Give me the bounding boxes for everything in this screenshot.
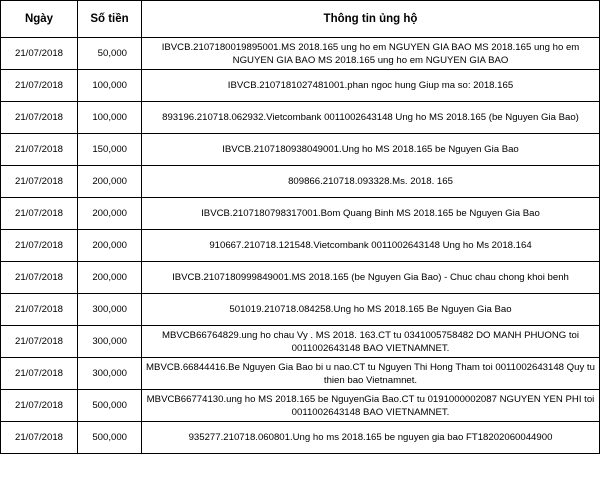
cell-amount: 150,000 [78, 134, 142, 166]
cell-date: 21/07/2018 [1, 262, 78, 294]
cell-amount: 200,000 [78, 230, 142, 262]
header-info: Thông tin ủng hộ [142, 1, 600, 38]
cell-date: 21/07/2018 [1, 230, 78, 262]
cell-amount: 300,000 [78, 358, 142, 390]
cell-amount: 200,000 [78, 166, 142, 198]
table-row [1, 262, 600, 294]
table-row [1, 230, 600, 262]
cell-info: IBVCB.2107180938049001.Ung ho MS 2018.165 be Nguyen Gia Bao [142, 134, 600, 166]
table-row [1, 326, 600, 358]
cell-info: IBVCB.2107180999849001.MS 2018.165 (be Nguyen Gia Bao) - Chuc chau chong khoi benh [142, 262, 600, 294]
cell-info: IBVCB.2107180798317001.Bom Quang Binh MS 2018.165 be Nguyen Gia Bao [142, 198, 600, 230]
cell-amount: 50,000 [78, 38, 142, 70]
header-date: Ngày [1, 1, 78, 38]
cell-info: 893196.210718.062932.Vietcombank 0011002643148 Ung ho MS 2018.165 (be Nguyen Gia Bao) [142, 102, 600, 134]
cell-amount: 200,000 [78, 198, 142, 230]
header-row [1, 1, 600, 38]
cell-date: 21/07/2018 [1, 70, 78, 102]
cell-amount: 200,000 [78, 262, 142, 294]
table-row [1, 102, 600, 134]
table-row [1, 422, 600, 454]
cell-date: 21/07/2018 [1, 294, 78, 326]
cell-date: 21/07/2018 [1, 422, 78, 454]
cell-date: 21/07/2018 [1, 198, 78, 230]
cell-info: 935277.210718.060801.Ung ho ms 2018.165 be nguyen gia bao FT18202060044900 [142, 422, 600, 454]
table-row [1, 70, 600, 102]
cell-info: MBVCB.66844416.Be Nguyen Gia Bao bi u nao.CT tu Nguyen Thi Hong Tham toi 0011002643148 Quy tu thien bao Vietnamnet. [142, 358, 600, 390]
cell-date: 21/07/2018 [1, 102, 78, 134]
cell-date: 21/07/2018 [1, 358, 78, 390]
cell-amount: 300,000 [78, 326, 142, 358]
cell-info: 501019.210718.084258.Ung ho MS 2018.165 Be Nguyen Gia Bao [142, 294, 600, 326]
cell-info: 910667.210718.121548.Vietcombank 0011002643148 Ung ho Ms 2018.164 [142, 230, 600, 262]
table-row [1, 38, 600, 70]
table-row [1, 358, 600, 390]
cell-amount: 100,000 [78, 102, 142, 134]
cell-date: 21/07/2018 [1, 390, 78, 422]
cell-amount: 500,000 [78, 390, 142, 422]
cell-info: IBVCB.2107180019895001.MS 2018.165 ung ho em NGUYEN GIA BAO MS 2018.165 ung ho em NGUYEN GIA BAO MS 2018.165 ung ho em NGUYEN GIA BAO [142, 38, 600, 70]
cell-amount: 500,000 [78, 422, 142, 454]
table-row [1, 166, 600, 198]
cell-amount: 300,000 [78, 294, 142, 326]
table-row [1, 390, 600, 422]
cell-date: 21/07/2018 [1, 166, 78, 198]
cell-info: IBVCB.2107181027481001.phan ngoc hung Giup ma so: 2018.165 [142, 70, 600, 102]
table-row [1, 294, 600, 326]
cell-info: MBVCB66774130.ung ho MS 2018.165 be NguyenGia Bao.CT tu 0191000002087 NGUYEN YEN PHI toi 0011002643148 BAO VIETNAMNET. [142, 390, 600, 422]
cell-date: 21/07/2018 [1, 134, 78, 166]
table-row [1, 134, 600, 166]
cell-info: 809866.210718.093328.Ms. 2018. 165 [142, 166, 600, 198]
cell-date: 21/07/2018 [1, 326, 78, 358]
cell-amount: 100,000 [78, 70, 142, 102]
table-row [1, 198, 600, 230]
cell-date: 21/07/2018 [1, 38, 78, 70]
cell-info: MBVCB66764829.ung ho chau Vy . MS 2018. 163.CT tu 0341005758482 DO MANH PHUONG toi 0011002643148 BAO VIETNAMNET. [142, 326, 600, 358]
header-amount: Số tiền [78, 1, 142, 38]
